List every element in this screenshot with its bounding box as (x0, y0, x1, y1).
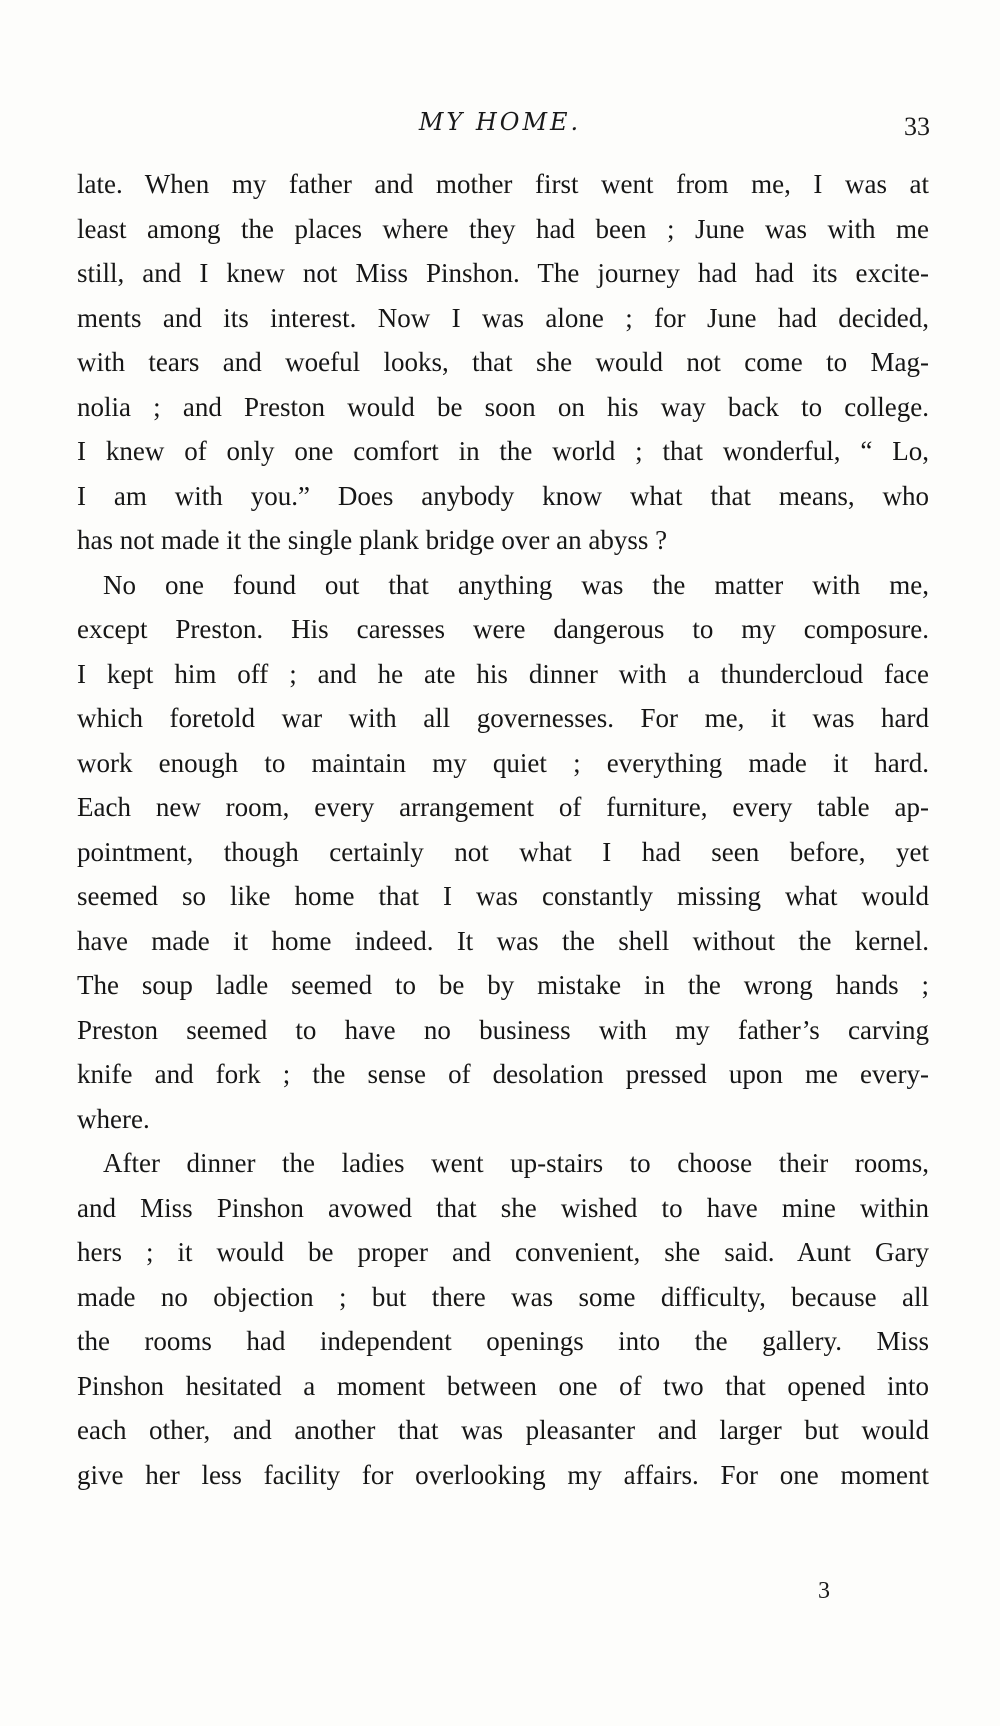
text-line: The soup ladle seemed to be by mistake in the wrong hands ; (77, 970, 929, 1000)
text-line: ments and its interest. Now I was alone ; for June had decided, (77, 302, 929, 333)
text-line: knife and fork ; the sense of desolation pressed upon me every- (77, 1059, 929, 1089)
text-line: seemed so like home that I was constantly missing what would (77, 881, 929, 911)
text-line: Preston seemed to have no business with my father’s carving (77, 1014, 929, 1045)
running-title: MY HOME. (418, 108, 582, 136)
text-line: have made it home indeed. It was the shell without the kernel. (77, 925, 929, 956)
text-line: has not made it the single plank bridge over an abyss ? (77, 525, 668, 555)
text-line: each other, and another that was pleasanter and larger but would (77, 1415, 929, 1445)
running-head (70, 108, 930, 148)
text-line: work enough to maintain my quiet ; everything made it hard. (77, 747, 929, 778)
page-number: 33 (904, 112, 930, 141)
paragraph-1 (77, 162, 929, 563)
text-line: No one found out that anything was the matter with me, (103, 569, 929, 600)
text-line: pointment, though certainly not what I had seen before, yet (77, 836, 929, 867)
text-line: and Miss Pinshon avowed that she wished to have mine within (77, 1192, 929, 1223)
text-line: I kept him off ; and he ate his dinner with a thundercloud face (77, 658, 929, 689)
text-line: After dinner the ladies went up-stairs to choose their rooms, (103, 1148, 929, 1178)
text-line: I knew of only one comfort in the world ; that wonderful, “ Lo, (77, 436, 929, 466)
paragraph-3 (77, 1141, 929, 1497)
text-line: late. When my father and mother first went from me, I was at (77, 169, 929, 199)
text-line: Each new room, every arrangement of furniture, every table ap- (77, 792, 929, 822)
text-line: nolia ; and Preston would be soon on his way back to college. (77, 391, 929, 422)
body-text (77, 162, 929, 1497)
text-line: I am with you.” Does anybody know what that means, who (77, 480, 929, 511)
text-line: hers ; it would be proper and convenient, she said. Aunt Gary (77, 1237, 929, 1267)
text-line: where. (77, 1103, 150, 1134)
text-line: still, and I knew not Miss Pinshon. The journey had had its excite- (77, 258, 929, 288)
text-line: give her less facility for overlooking my affairs. For one moment (77, 1459, 929, 1490)
text-line: least among the places where they had been ; June was with me (77, 213, 929, 244)
text-line: Pinshon hesitated a moment between one of two that opened into (77, 1370, 929, 1401)
text-line: the rooms had independent openings into the gallery. Miss (77, 1326, 929, 1356)
text-line: with tears and woeful looks, that she would not come to Mag- (77, 347, 929, 377)
paragraph-2 (77, 563, 929, 1142)
text-line: which foretold war with all governesses. For me, it was hard (77, 703, 929, 733)
text-line: made no objection ; but there was some difficulty, because all (77, 1281, 929, 1312)
signature-mark: 3 (818, 1578, 830, 1604)
text-line: except Preston. His caresses were dangerous to my composure. (77, 614, 929, 644)
